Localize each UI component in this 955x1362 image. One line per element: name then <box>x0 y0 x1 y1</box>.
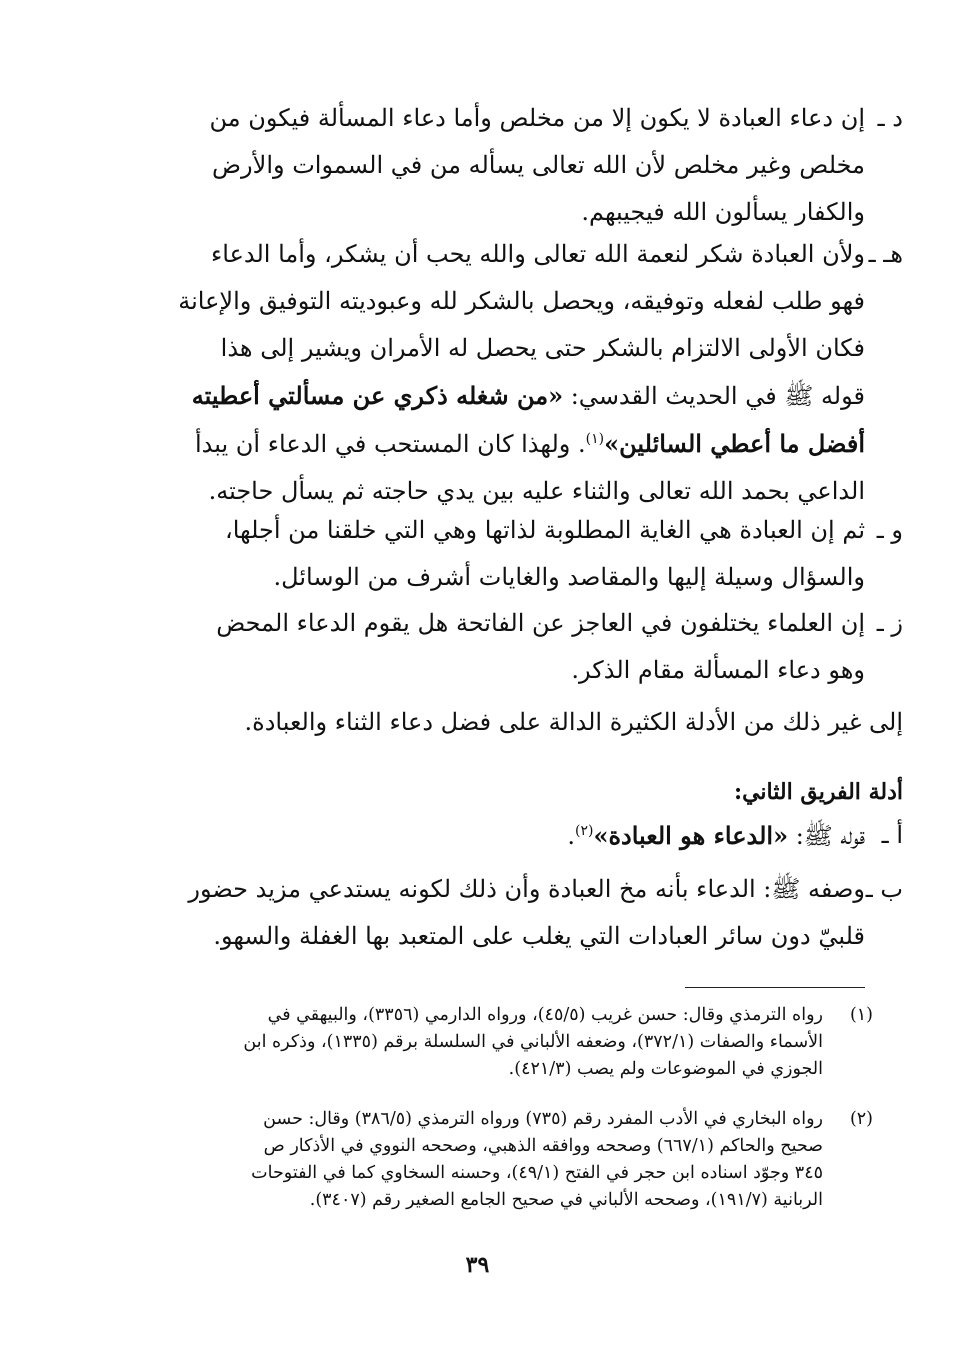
hadith-quote: «من شغله ذكري عن مسألتي أعطيته <box>191 381 564 410</box>
point-label: أ ـ <box>881 821 903 849</box>
text-line: إن العلماء يختلفون في العاجز عن الفاتحة هل يقوم الدعاء المحض <box>216 609 865 637</box>
page-number: ٣٩ <box>465 1252 490 1278</box>
text-line: وصفه ﷺ: الدعاء بأنه مخ العبادة وأن ذلك لكونه يستدعي مزيد حضور <box>188 875 865 903</box>
footnote-separator <box>685 987 865 988</box>
footnote-1 <box>95 1002 873 1083</box>
text-line: ولأن العبادة شكر لنعمة الله تعالى والله يحب أن يشكر، وأما الدعاء <box>210 240 865 268</box>
text-line: رواه الترمذي وقال: حسن غريب (٤٥/٥)، ورواه الدارمي (٣٣٥٦)، والبيهقي في <box>267 1005 823 1025</box>
point-label: هـ ـ <box>868 240 903 268</box>
text-line: مخلص وغير مخلص لأن الله تعالى يسأله من في السموات والأرض <box>212 151 865 179</box>
text-line: قلبيّ دون سائر العبادات التي يغلب على المتعبد بها الغفلة والسهو. <box>213 922 865 950</box>
text-run: قوله ﷺ: <box>788 822 865 850</box>
text-line <box>95 420 865 468</box>
text-line <box>95 372 865 420</box>
text-line: ثم إن العبادة هي الغاية المطلوبة لذاتها وهي التي خلقنا من أجلها، <box>224 516 865 544</box>
closing-sentence: إلى غير ذلك من الأدلة الكثيرة الدالة على فضل دعاء الثناء والعبادة. <box>244 708 903 736</box>
point-text <box>95 95 865 236</box>
text-run: . <box>567 822 575 850</box>
text-line: فهو طلب لفعله وتوفيقه، ويحصل بالشكر لله وعبوديته التوفيق والإعانة <box>178 287 865 315</box>
footnote-ref[interactable]: (٢) <box>574 823 594 839</box>
text-line: رواه البخاري في الأدب المفرد رقم (٧٣٥) ورواه الترمذي (٣٨٦/٥) وقال: حسن <box>263 1109 823 1129</box>
point-text <box>95 231 865 515</box>
text-line: الأسماء والصفات (٣٧٢/١)، وضعفه الألباني في السلسلة برقم (١٣٣٥)، وذكره ابن <box>243 1032 823 1052</box>
section-heading: أدلة الفريق الثاني: <box>733 779 903 805</box>
footnote-2 <box>95 1106 873 1214</box>
point-label: د ـ <box>877 104 903 132</box>
point-label: ز ـ <box>876 609 903 637</box>
text-line: إن دعاء العبادة لا يكون إلا من مخلص وأما دعاء المسألة فيكون من <box>209 104 865 132</box>
text-line: ٣٤٥ وجوّد اسناده ابن حجر في الفتح (٤٩/١)، وحسنه السخاوي كما في الفتوحات <box>251 1163 823 1183</box>
point-waw <box>95 507 903 601</box>
text-line: والسؤال وسيلة إليها والمقاصد والغايات أشرف من الوسائل. <box>273 563 865 591</box>
point-zay <box>95 600 903 694</box>
point-text <box>95 812 865 860</box>
footnote-ref[interactable]: (١) <box>585 431 605 447</box>
point-label: ب ـ <box>865 875 903 903</box>
hadith-quote: أفضل ما أعطي السائلين» <box>604 429 865 458</box>
point-text <box>95 600 865 694</box>
text-line: فكان الأولى الالتزام بالشكر حتى يحصل له الأمران ويشير إلى هذا <box>220 334 865 362</box>
point-dal <box>95 95 903 236</box>
text-line: صحيح والحاكم (٦٦٧/١) وصححه ووافقه الذهبي، وصححه النووي في الأذكار ص <box>263 1136 823 1156</box>
text-line: الجوزي في الموضوعات ولم يصب (٤٢١/٣). <box>508 1059 823 1079</box>
footnote-number: (٢) <box>849 1109 873 1129</box>
point-ha <box>95 231 903 515</box>
point-label: و ـ <box>876 516 903 544</box>
hadith-quote: «الدعاء هو العبادة» <box>593 821 789 850</box>
point-text <box>95 507 865 601</box>
footnote-text <box>95 1106 823 1214</box>
text-run: . ولهذا كان المستحب في الدعاء أن يبدأ <box>194 430 586 458</box>
point-text <box>95 866 865 960</box>
text-line <box>95 812 865 860</box>
text-line: الداعي بحمد الله تعالى والثناء عليه بين يدي حاجته ثم يسأل حاجته. <box>208 477 865 505</box>
text-line: الربانية (١٩١/٧)، وصححه الألباني في صحيح الجامع الصغير رقم (٣٤٠٧). <box>309 1190 823 1210</box>
point-alif <box>95 812 903 860</box>
text-line: والكفار يسألون الله فيجيبهم. <box>581 198 865 226</box>
text-run: قوله ﷺ في الحديث القدسي: <box>563 382 865 410</box>
footnote-text <box>95 1002 823 1083</box>
text-line: وهو دعاء المسألة مقام الذكر. <box>571 656 865 684</box>
footnote-number: (١) <box>849 1005 873 1025</box>
point-ba <box>95 866 903 960</box>
